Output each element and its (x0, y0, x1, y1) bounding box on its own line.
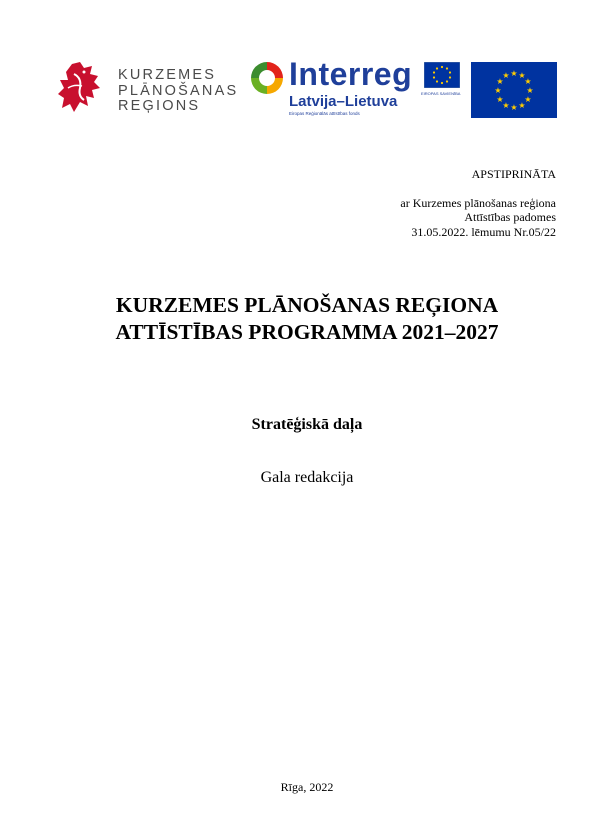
title-line1: KURZEMES PLĀNOŠANAS REĢIONA (115, 293, 499, 317)
eu-small-caption: EIROPAS SAVIENĪBA (421, 91, 461, 96)
kpr-line1: KURZEMES (118, 67, 217, 83)
svg-text:★: ★ (526, 86, 534, 95)
eu-flag-small-icon (424, 62, 460, 88)
svg-text:★: ★ (510, 103, 518, 112)
interreg-wordmark: Interreg (289, 56, 413, 92)
svg-text:★: ★ (524, 77, 532, 86)
document-edition: Gala redakcija (260, 469, 354, 486)
svg-text:★: ★ (518, 101, 526, 110)
svg-text:★: ★ (524, 95, 532, 104)
approval-line3: 31.05.2022. lēmumu Nr.05/22 (411, 224, 556, 239)
svg-text:★: ★ (502, 101, 510, 110)
document-subtitle: Stratēģiskā daļa (251, 416, 363, 433)
approval-block (400, 167, 556, 239)
svg-text:★: ★ (502, 71, 510, 80)
svg-text:★: ★ (510, 69, 518, 78)
lion-emblem-icon (54, 60, 110, 118)
kpr-line3: REĢIONS (118, 98, 201, 114)
interreg-fund-caption: Eiropas Reģionālās attīstības fonds (289, 111, 360, 116)
kpr-logo-text (118, 68, 238, 115)
kpr-line2: PLĀNOŠANAS (118, 82, 239, 99)
footer-place-year: Rīga, 2022 (280, 780, 334, 794)
interreg-program-name: Latvija–Lietuva (289, 93, 398, 110)
approval-line2: Attīstības padomes (464, 210, 556, 224)
approval-heading: APSTIPRINĀTA (471, 167, 556, 181)
document-title (0, 292, 614, 346)
eu-flag-large-icon (471, 62, 557, 118)
svg-text:★: ★ (518, 71, 526, 80)
svg-text:★: ★ (496, 95, 504, 104)
svg-text:★: ★ (496, 77, 504, 86)
logo-strip (54, 56, 558, 120)
kurzeme-planning-region-logo (54, 60, 244, 118)
title-line2: ATTĪSTĪBAS PROGRAMMA 2021–2027 (115, 320, 499, 344)
interreg-swirl-icon (247, 58, 287, 98)
approval-line1: ar Kurzemes plānošanas reģiona (400, 195, 556, 210)
svg-text:★: ★ (494, 86, 502, 95)
